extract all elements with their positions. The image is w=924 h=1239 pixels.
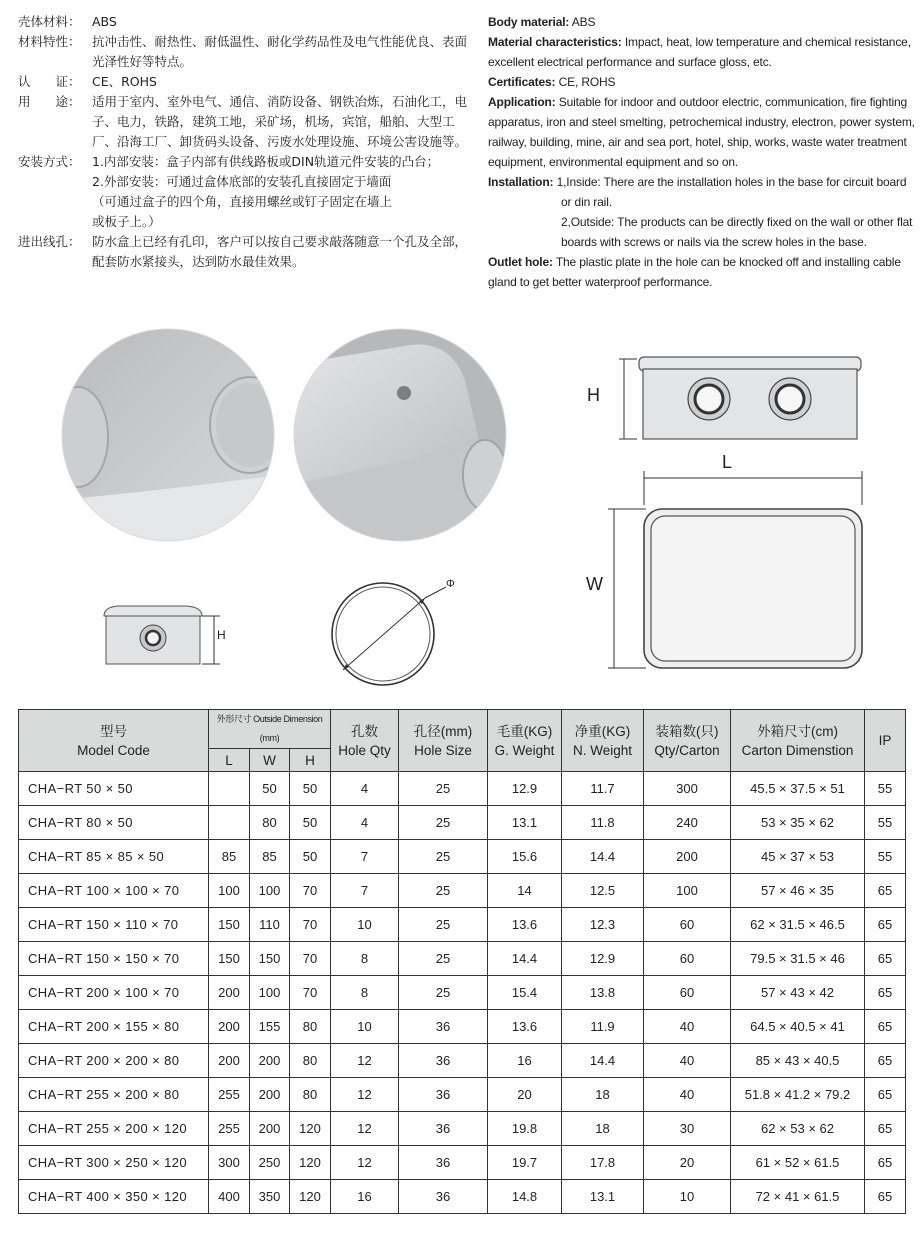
cell-ip: 55 [865,806,906,840]
en-spec-material: Material characteristics: Impact, heat, low temperature and chemical resistance, excellent electrical performance and surface gloss, etc. [488,35,911,69]
cell-carton-dimension: 51.8 × 41.2 × 79.2 [731,1078,865,1112]
cell-net-weight: 13.1 [562,1180,644,1214]
cell-model: CHA−RT 300 × 250 × 120 [19,1146,209,1180]
cell-dim-w: 155 [250,1010,290,1044]
cell-carton-dimension: 79.5 × 31.5 × 46 [731,942,865,976]
cell-ip: 65 [865,1044,906,1078]
cell-net-weight: 18 [562,1078,644,1112]
cell-carton-dimension: 57 × 46 × 35 [731,874,865,908]
cell-ip: 55 [865,772,906,806]
length-label: L [722,452,733,472]
cn-spec-label: 材料特性： [18,34,81,49]
table-row [19,1078,906,1112]
cn-spec-application [18,92,468,152]
cell-hole-size: 36 [399,1078,488,1112]
cell-qty-carton: 60 [644,976,731,1010]
table-row [19,840,906,874]
cn-spec-value: 适用于室内、室外电气、通信、消防设备、钢铁冶炼，石油化工，电子、电力，铁路，建筑工地，采矿场，机场，宾馆，船舶、大型工厂、沿海工厂、卸货码头设备、污废水处理设施、环境公害设施等。 [92,94,468,149]
header-net-weight: 净重(KG) N. Weight [562,710,644,772]
en-spec-outlet: Outlet hole: The plastic plate in the hole can be knocked off and installing cable gland to get better waterproof performance. [488,255,901,289]
cell-ip: 65 [865,942,906,976]
hole-diameter-drawing [328,574,468,689]
cn-spec-label: 安装方式： [18,154,81,169]
cell-model: CHA−RT 400 × 350 × 120 [19,1180,209,1214]
header-l: L [209,749,250,772]
cell-gross-weight: 13.6 [488,908,562,942]
header-w: W [250,749,290,772]
cn-spec-installation [18,152,468,232]
cell-model: CHA−RT 255 × 200 × 80 [19,1078,209,1112]
cell-model: CHA−RT 200 × 155 × 80 [19,1010,209,1044]
cn-spec-outlet [18,232,468,272]
cn-spec-label: 用 途： [18,94,81,109]
table-row [19,806,906,840]
cell-dim-h: 120 [290,1112,331,1146]
cell-dim-h: 80 [290,1010,331,1044]
cell-qty-carton: 100 [644,874,731,908]
cell-hole-qty: 12 [331,1146,399,1180]
header-h: H [290,749,331,772]
cell-qty-carton: 40 [644,1010,731,1044]
header-model: 型号 Model Code [19,710,209,772]
cell-net-weight: 13.8 [562,976,644,1010]
cell-carton-dimension: 72 × 41 × 61.5 [731,1180,865,1214]
cn-spec-value: CE、ROHS [92,74,157,89]
cell-hole-qty: 4 [331,806,399,840]
cell-carton-dimension: 45 × 37 × 53 [731,840,865,874]
knockout-hole-photo [58,325,278,545]
cn-spec-block [18,12,468,272]
cell-gross-weight: 14.8 [488,1180,562,1214]
cell-dim-h: 50 [290,772,331,806]
cn-spec-body-material [18,12,468,32]
cell-model: CHA−RT 150 × 150 × 70 [19,942,209,976]
cell-carton-dimension: 64.5 × 40.5 × 41 [731,1010,865,1044]
cell-dim-l: 150 [209,942,250,976]
cell-gross-weight: 16 [488,1044,562,1078]
cell-net-weight: 11.8 [562,806,644,840]
cell-model: CHA−RT 50 × 50 [19,772,209,806]
cell-dim-h: 120 [290,1146,331,1180]
cell-dim-w: 85 [250,840,290,874]
cell-model: CHA−RT 100 × 100 × 70 [19,874,209,908]
cell-hole-size: 36 [399,1180,488,1214]
height-label: H [587,385,600,405]
cell-ip: 65 [865,1078,906,1112]
corner-screw-hole-photo [290,325,510,545]
cell-gross-weight: 19.8 [488,1112,562,1146]
en-spec-block [488,12,918,292]
cell-gross-weight: 15.4 [488,976,562,1010]
header-qty-carton: 装箱数(只) Qty/Carton [644,710,731,772]
cell-net-weight: 17.8 [562,1146,644,1180]
en-spec-certificates: Certificates: CE, ROHS [488,75,616,89]
table-row [19,874,906,908]
cell-dim-w: 50 [250,772,290,806]
cell-hole-qty: 8 [331,942,399,976]
cell-hole-qty: 16 [331,1180,399,1214]
table-row [19,908,906,942]
cell-dim-w: 110 [250,908,290,942]
cell-hole-qty: 4 [331,772,399,806]
table-row [19,772,906,806]
cell-dim-h: 50 [290,840,331,874]
cell-ip: 65 [865,976,906,1010]
cell-carton-dimension: 53 × 35 × 62 [731,806,865,840]
cn-spec-certificates [18,72,468,92]
cell-dim-l [209,772,250,806]
cn-install-line: 或板子上。） [92,214,161,229]
cell-gross-weight: 15.6 [488,840,562,874]
diameter-label: Φ [446,578,455,590]
cell-dim-h: 70 [290,908,331,942]
cell-dim-h: 50 [290,806,331,840]
header-gross-weight: 毛重(KG) G. Weight [488,710,562,772]
table-row [19,942,906,976]
cell-ip: 65 [865,874,906,908]
cell-carton-dimension: 85 × 43 × 40.5 [731,1044,865,1078]
cell-hole-qty: 7 [331,840,399,874]
cell-hole-size: 25 [399,806,488,840]
cell-hole-qty: 12 [331,1044,399,1078]
cell-gross-weight: 19.7 [488,1146,562,1180]
cell-gross-weight: 14 [488,874,562,908]
cell-ip: 65 [865,908,906,942]
header-hole-qty: 孔数 Hole Qty [331,710,399,772]
cell-qty-carton: 10 [644,1180,731,1214]
cell-carton-dimension: 61 × 52 × 61.5 [731,1146,865,1180]
cn-install-line: 1.内部安装：盒子内部有供线路板或DIN轨道元件安装的凸台； [92,154,440,169]
cell-model: CHA−RT 200 × 200 × 80 [19,1044,209,1078]
cell-hole-size: 36 [399,1010,488,1044]
cell-qty-carton: 30 [644,1112,731,1146]
cell-ip: 65 [865,1180,906,1214]
cn-spec-value: 抗冲击性、耐热性、耐低温性、耐化学药品性及电气性能优良、表面光泽性好等特点。 [92,34,468,69]
cell-net-weight: 11.7 [562,772,644,806]
cell-ip: 65 [865,1146,906,1180]
cell-hole-size: 25 [399,942,488,976]
cn-install-line: （可通过盒子的四个角，直接用螺丝或钉子固定在墙上 [92,194,393,209]
cell-hole-qty: 12 [331,1078,399,1112]
cell-hole-qty: 12 [331,1112,399,1146]
cell-dim-l: 200 [209,976,250,1010]
cell-hole-size: 25 [399,840,488,874]
cell-carton-dimension: 62 × 53 × 62 [731,1112,865,1146]
cell-hole-size: 36 [399,1112,488,1146]
cn-spec-material [18,32,468,72]
cell-gross-weight: 20 [488,1078,562,1112]
cell-hole-size: 25 [399,772,488,806]
table-header-row [19,710,906,749]
cell-dim-l: 200 [209,1010,250,1044]
en-spec-body-material: Body material: ABS [488,15,596,29]
table-row [19,976,906,1010]
spec-table [18,709,906,1214]
table-body [19,772,906,1214]
cell-dim-w: 100 [250,874,290,908]
cell-net-weight: 11.9 [562,1010,644,1044]
cell-carton-dimension: 45.5 × 37.5 × 51 [731,772,865,806]
cell-dim-l: 400 [209,1180,250,1214]
width-label: W [586,574,603,594]
cell-qty-carton: 20 [644,1146,731,1180]
cn-spec-label: 进出线孔： [18,234,81,249]
cell-dim-l: 255 [209,1078,250,1112]
cell-hole-qty: 10 [331,908,399,942]
cell-dim-h: 120 [290,1180,331,1214]
cell-dim-w: 80 [250,806,290,840]
cell-dim-w: 200 [250,1112,290,1146]
cell-gross-weight: 14.4 [488,942,562,976]
cell-qty-carton: 40 [644,1078,731,1112]
en-spec-application: Application: Suitable for indoor and outdoor electric, communication, fire fighting apparatus, iron and steel smelting, petrochemical industry, electron, power system, railway, building, mine, air and sea port, hotel, ship, works, waste water treatment equipment, environmental equipment and so on. [488,95,915,169]
cell-hole-size: 25 [399,976,488,1010]
cell-dim-w: 350 [250,1180,290,1214]
cell-gross-weight: 13.6 [488,1010,562,1044]
cell-dim-l: 300 [209,1146,250,1180]
cell-dim-h: 70 [290,874,331,908]
header-hole-size: 孔径(mm) Hole Size [399,710,488,772]
top-view-drawing [600,465,880,680]
cell-hole-size: 25 [399,908,488,942]
cell-hole-qty: 7 [331,874,399,908]
cell-ip: 65 [865,1010,906,1044]
cell-model: CHA−RT 150 × 110 × 70 [19,908,209,942]
cell-dim-w: 250 [250,1146,290,1180]
cell-hole-size: 36 [399,1044,488,1078]
cell-qty-carton: 200 [644,840,731,874]
cell-dim-w: 150 [250,942,290,976]
cell-dim-l: 150 [209,908,250,942]
cell-gross-weight: 12.9 [488,772,562,806]
cell-qty-carton: 300 [644,772,731,806]
cell-dim-w: 200 [250,1044,290,1078]
cell-model: CHA−RT 80 × 50 [19,806,209,840]
cell-dim-h: 70 [290,976,331,1010]
cell-net-weight: 12.3 [562,908,644,942]
cell-hole-size: 36 [399,1146,488,1180]
cell-dim-h: 80 [290,1044,331,1078]
cn-spec-value: 防水盒上已经有孔印，客户可以按自己要求敲落随意一个孔及全部，配套防水紧接头，达到防水最佳效果。 [92,234,468,269]
cell-qty-carton: 60 [644,908,731,942]
cell-model: CHA−RT 200 × 100 × 70 [19,976,209,1010]
table-row [19,1180,906,1214]
cell-net-weight: 12.9 [562,942,644,976]
cell-dim-h: 80 [290,1078,331,1112]
table-row [19,1010,906,1044]
cell-hole-qty: 8 [331,976,399,1010]
small-height-label: H [217,628,226,642]
cell-ip: 55 [865,840,906,874]
cn-spec-value: ABS [92,14,117,29]
cn-install-line: 2.外部安装：可通过盒体底部的安装孔直接固定于墙面 [92,174,392,189]
cn-spec-label: 壳体材料： [18,14,81,29]
cell-dim-l: 85 [209,840,250,874]
cell-hole-size: 25 [399,874,488,908]
cell-gross-weight: 13.1 [488,806,562,840]
table-row [19,1146,906,1180]
cell-dim-l: 200 [209,1044,250,1078]
cell-hole-qty: 10 [331,1010,399,1044]
cell-net-weight: 14.4 [562,1044,644,1078]
cell-dim-l [209,806,250,840]
cell-carton-dimension: 57 × 43 × 42 [731,976,865,1010]
cn-spec-label: 认 证： [18,74,81,89]
cell-model: CHA−RT 255 × 200 × 120 [19,1112,209,1146]
cell-ip: 65 [865,1112,906,1146]
header-ip: IP [865,710,906,772]
cell-qty-carton: 60 [644,942,731,976]
cell-qty-carton: 40 [644,1044,731,1078]
cell-dim-w: 200 [250,1078,290,1112]
table-row [19,1112,906,1146]
header-carton-dimension: 外箱尺寸(cm) Carton Dimenstion [731,710,865,772]
cell-dim-w: 100 [250,976,290,1010]
cell-model: CHA−RT 85 × 85 × 50 [19,840,209,874]
cell-net-weight: 18 [562,1112,644,1146]
cell-dim-h: 70 [290,942,331,976]
table-row [19,1044,906,1078]
cell-dim-l: 100 [209,874,250,908]
cell-net-weight: 14.4 [562,840,644,874]
header-outside-dimension: 外形尺寸 Outside Dimension (mm) [209,710,331,749]
en-spec-installation: Installation: 1,Inside: There are the installation holes in the base for circuit board or din rail. 2,Outside: The products can be directly fixed on the wall or other flat boards with screws or nails via the screw holes in the base. [488,175,913,249]
cell-qty-carton: 240 [644,806,731,840]
cell-carton-dimension: 62 × 31.5 × 46.5 [731,908,865,942]
side-view-drawing [575,345,875,455]
cell-dim-l: 255 [209,1112,250,1146]
cell-net-weight: 12.5 [562,874,644,908]
